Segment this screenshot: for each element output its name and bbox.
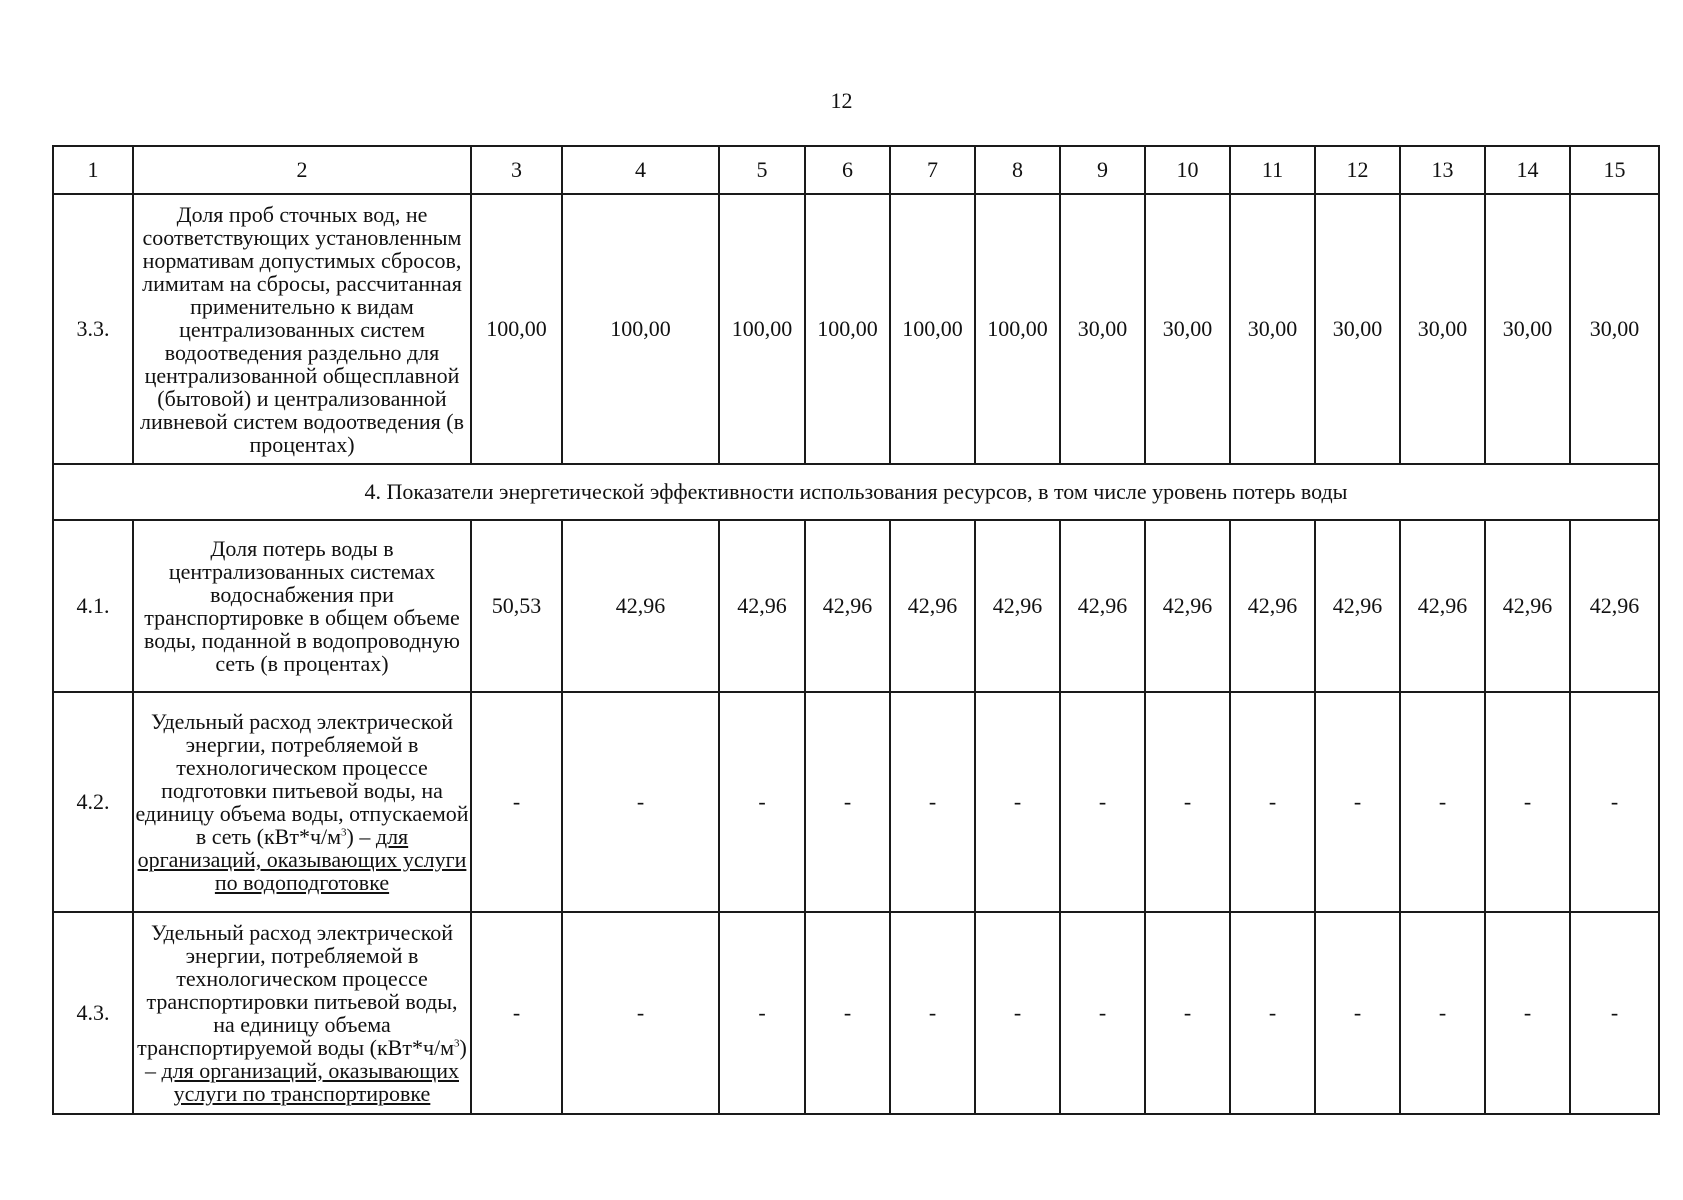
header-cell: 2 (133, 146, 471, 194)
value-cell: 42,96 (890, 520, 975, 692)
section-heading-row (53, 464, 1659, 520)
value-cell: 42,96 (1315, 520, 1400, 692)
value-cell: - (562, 692, 719, 912)
row-description: Доля потерь воды в централизованных системах водоснабжения при транспортировке в общем объеме воды, поданной в водопроводную сеть (в процентах) (133, 520, 471, 692)
value-cell: 100,00 (719, 194, 805, 464)
header-cell: 7 (890, 146, 975, 194)
value-cell: - (890, 692, 975, 912)
row-number: 4.2. (53, 692, 133, 912)
value-cell: 100,00 (562, 194, 719, 464)
value-cell: 42,96 (1145, 520, 1230, 692)
header-cell: 4 (562, 146, 719, 194)
value-cell: - (1230, 912, 1315, 1114)
value-cell: - (1145, 692, 1230, 912)
value-cell: 50,53 (471, 520, 562, 692)
value-cell: 30,00 (1060, 194, 1145, 464)
section-4-title: 4. Показатели энергетической эффективности использования ресурсов, в том числе уровень потерь воды (53, 464, 1659, 520)
value-cell: - (805, 692, 890, 912)
indicators-table (52, 145, 1660, 1115)
header-cell: 6 (805, 146, 890, 194)
value-cell: 30,00 (1400, 194, 1485, 464)
value-cell: - (1570, 692, 1659, 912)
value-cell: - (471, 692, 562, 912)
header-cell: 1 (53, 146, 133, 194)
superscript: 3 (341, 826, 347, 839)
value-cell: - (1315, 912, 1400, 1114)
row-description: Доля проб сточных вод, не соответствующих установленным нормативам допустимых сбросов, лимитам на сбросы, рассчитанная применительно к видам централизованных систем водоотведения раздельно для централизованной общесплавной (бытовой) и централизованной ливневой систем водоотведения (в процентах) (133, 194, 471, 464)
value-cell: 42,96 (1230, 520, 1315, 692)
value-cell: 100,00 (890, 194, 975, 464)
row-number: 3.3. (53, 194, 133, 464)
header-cell: 11 (1230, 146, 1315, 194)
header-cell: 3 (471, 146, 562, 194)
header-cell: 9 (1060, 146, 1145, 194)
table-row-3-3 (53, 194, 1659, 464)
value-cell: 42,96 (975, 520, 1060, 692)
page-number: 12 (830, 88, 853, 113)
value-cell: 42,96 (562, 520, 719, 692)
description-text: ) – (346, 824, 376, 849)
value-cell: - (1060, 912, 1145, 1114)
description-underlined: для организаций, оказывающих услуги по водоподготовке (137, 824, 467, 895)
value-cell: - (975, 912, 1060, 1114)
value-cell: 42,96 (1570, 520, 1659, 692)
value-cell: 42,96 (1060, 520, 1145, 692)
row-description (133, 692, 471, 912)
value-cell: - (562, 912, 719, 1114)
value-cell: - (1485, 912, 1570, 1114)
value-cell: - (890, 912, 975, 1114)
value-cell: - (471, 912, 562, 1114)
row-number: 4.3. (53, 912, 133, 1114)
value-cell: 30,00 (1230, 194, 1315, 464)
row-number: 4.1. (53, 520, 133, 692)
value-cell: - (719, 692, 805, 912)
superscript: 3 (454, 1037, 460, 1050)
description-text: Удельный расход электрической энергии, потребляемой в технологическом процессе подготовки питьевой воды, на единицу объема воды, отпускаемой в сеть (кВт*ч/м (135, 709, 469, 849)
header-cell: 14 (1485, 146, 1570, 194)
description-text: ) – (144, 1035, 467, 1083)
row-description (133, 912, 471, 1114)
value-cell: 42,96 (1485, 520, 1570, 692)
header-cell: 5 (719, 146, 805, 194)
value-cell: 30,00 (1145, 194, 1230, 464)
value-cell: - (1230, 692, 1315, 912)
value-cell: 30,00 (1570, 194, 1659, 464)
value-cell: 30,00 (1315, 194, 1400, 464)
header-cell: 15 (1570, 146, 1659, 194)
value-cell: 100,00 (975, 194, 1060, 464)
value-cell: - (1060, 692, 1145, 912)
description-underlined: для организаций, оказывающих услуги по транспортировке (161, 1058, 459, 1106)
value-cell: 100,00 (805, 194, 890, 464)
header-cell: 12 (1315, 146, 1400, 194)
table-row-4-1 (53, 520, 1659, 692)
header-row (53, 146, 1659, 194)
value-cell: - (1145, 912, 1230, 1114)
value-cell: - (805, 912, 890, 1114)
value-cell: - (1315, 692, 1400, 912)
table-row-4-2 (53, 692, 1659, 912)
value-cell: 42,96 (719, 520, 805, 692)
description-text: Удельный расход электрической энергии, потребляемой в технологическом процессе транспортировки питьевой воды, на единицу объема транспортируемой воды (кВт*ч/м (137, 920, 458, 1060)
value-cell: - (1400, 912, 1485, 1114)
header-cell: 10 (1145, 146, 1230, 194)
header-cell: 8 (975, 146, 1060, 194)
value-cell: - (975, 692, 1060, 912)
value-cell: 42,96 (1400, 520, 1485, 692)
value-cell: - (1570, 912, 1659, 1114)
value-cell: 42,96 (805, 520, 890, 692)
value-cell: 30,00 (1485, 194, 1570, 464)
table-row-4-3 (53, 912, 1659, 1114)
value-cell: - (719, 912, 805, 1114)
value-cell: - (1400, 692, 1485, 912)
value-cell: - (1485, 692, 1570, 912)
header-cell: 13 (1400, 146, 1485, 194)
value-cell: 100,00 (471, 194, 562, 464)
